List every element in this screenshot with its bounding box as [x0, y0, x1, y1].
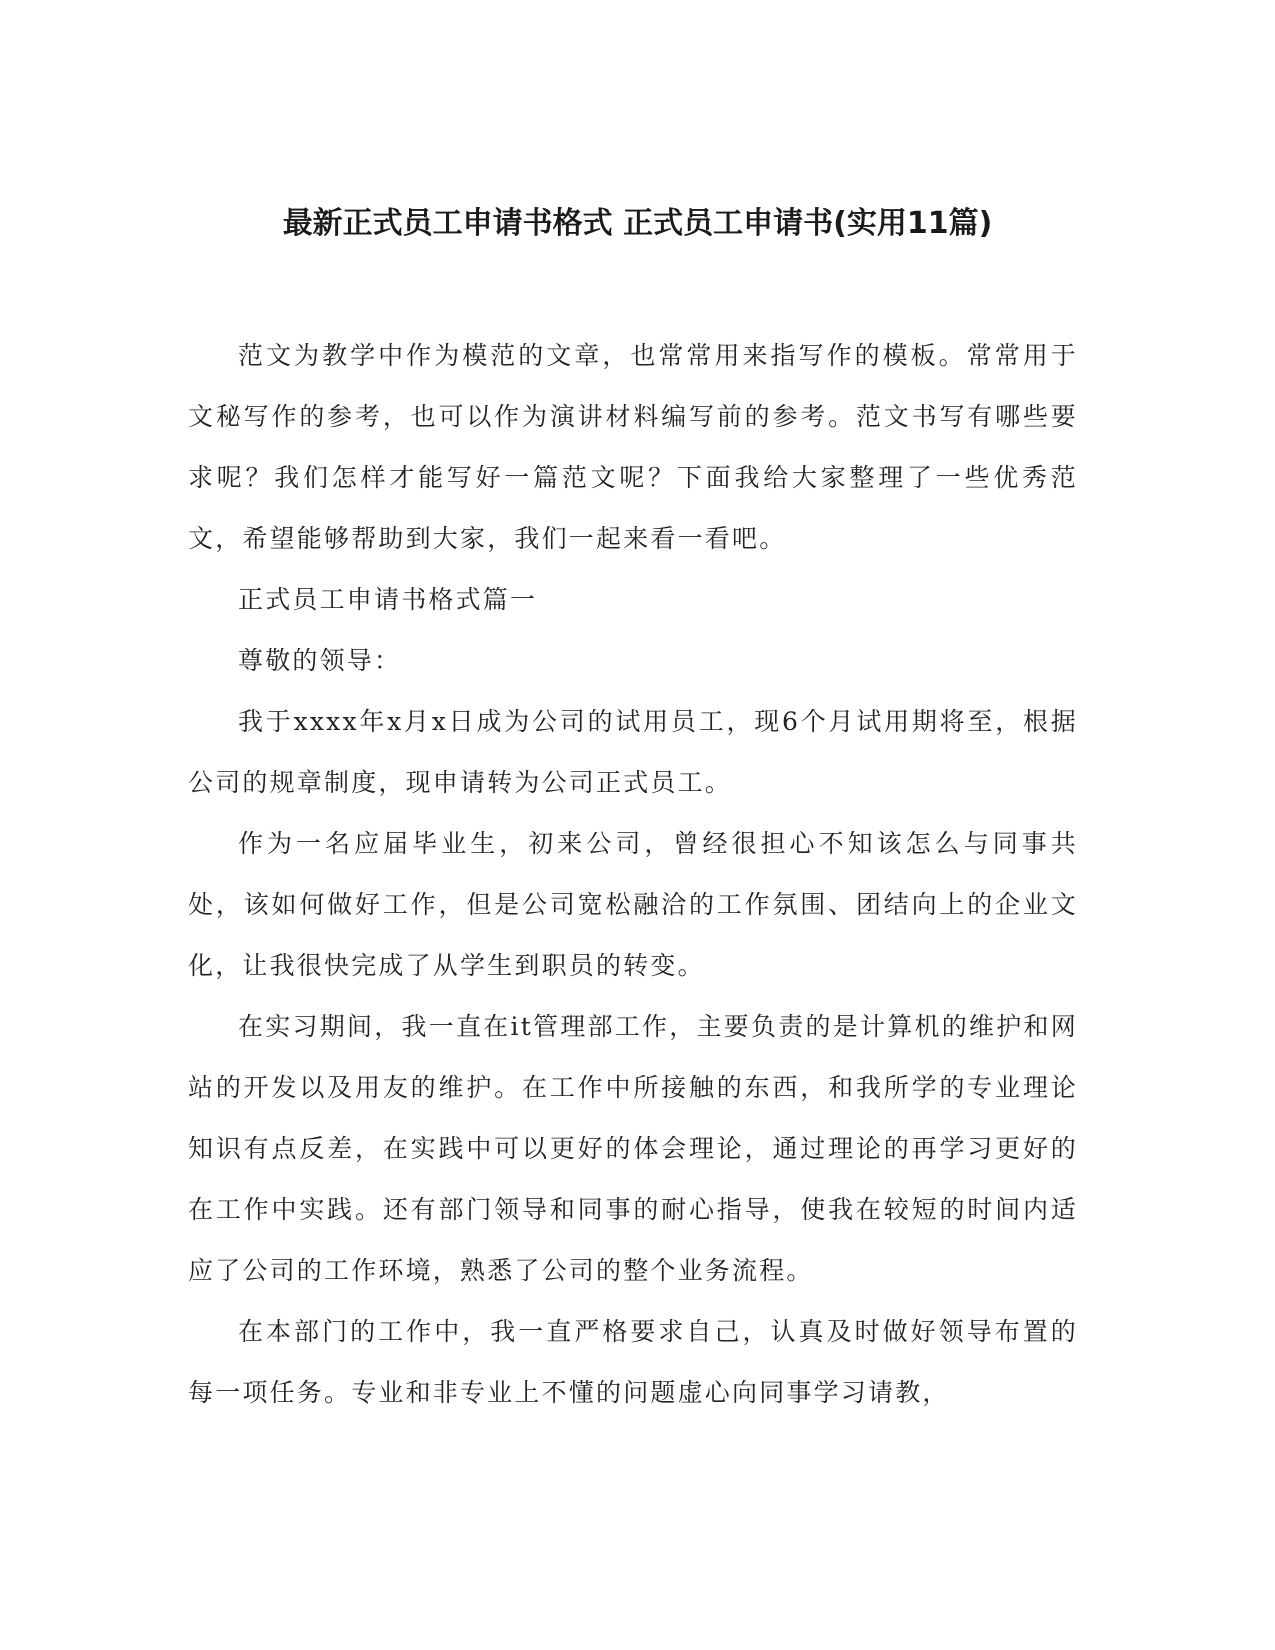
section-heading: 正式员工申请书格式篇一: [238, 585, 538, 614]
body-paragraph: 在实习期间，我一直在it管理部工作，主要负责的是计算机的维护和网站的开发以及用友的维护。在工作中所接触的东西，和我所学的专业理论知识有点反差，在实践中可以更好的体会理论，通过理论的再学习更好的在工作中实践。还有部门领导和同事的耐心指导，使我在较短的时间内适应了公司的工作环境，熟悉了公司的整个业务流程。: [188, 1012, 1078, 1285]
body-paragraph: 在本部门的工作中，我一直严格要求自己，认真及时做好领导布置的每一项任务。专业和非专业上不懂的问题虚心向同事学习请教，: [188, 1317, 1078, 1407]
salutation: 尊敬的领导：: [238, 646, 402, 675]
body-paragraph: 作为一名应届毕业生，初来公司，曾经很担心不知该怎么与同事共处，该如何做好工作，但是公司宽松融洽的工作氛围、团结向上的企业文化，让我很快完成了从学生到职员的转变。: [188, 829, 1078, 980]
document-title: 最新正式员工申请书格式 正式员工申请书(实用11篇): [282, 206, 993, 241]
document-body: [188, 325, 1078, 1423]
body-paragraph: 我于xxxx年x月x日成为公司的试用员工，现6个月试用期将至，根据公司的规章制度，现申请转为公司正式员工。: [188, 707, 1078, 797]
intro-paragraph: 范文为教学中作为模范的文章，也常常用来指写作的模板。常常用于文秘写作的参考，也可以作为演讲材料编写前的参考。范文书写有哪些要求呢？我们怎样才能写好一篇范文呢？下面我给大家整理了一些优秀范文，希望能够帮助到大家，我们一起来看一看吧。: [188, 341, 1078, 553]
